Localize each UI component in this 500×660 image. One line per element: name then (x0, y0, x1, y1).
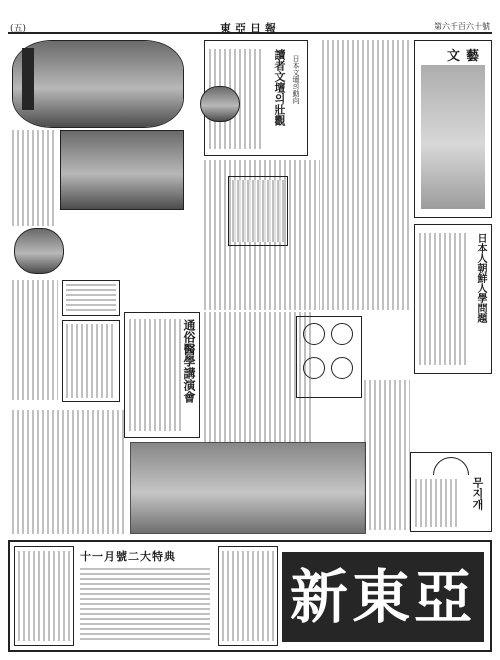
lecture-title: 通俗醫學講演會 (182, 319, 196, 403)
culture-section-title: 文藝 (446, 49, 485, 64)
banner-title: 新東亞 (282, 552, 484, 642)
banner-special-title: 十一月號二大特典 (80, 550, 176, 563)
bottom-left-text (12, 410, 124, 534)
rainbow-icon (433, 457, 469, 475)
issue-number: 第六千百六十號 (434, 22, 490, 31)
left-mid-box (62, 320, 120, 402)
bottom-illustration (130, 442, 366, 534)
banner-left-ad (14, 546, 74, 646)
page-number: (五) (10, 24, 27, 34)
left-ad-box (62, 280, 120, 316)
essay-subtitle: 日本文壇의動向 (292, 55, 300, 104)
flower-illustration (421, 65, 485, 209)
clock-panel (296, 316, 362, 398)
rainbow-box (410, 452, 492, 532)
banner-special-lines (80, 568, 210, 640)
culture-box (414, 40, 492, 218)
left-lower-column (12, 280, 58, 400)
essay-title: 讀者文壇의壯觀 (273, 49, 286, 126)
landscape-photo (13, 41, 183, 127)
sidebar-article-box (414, 224, 492, 374)
center-small-headline (228, 176, 288, 246)
masthead-title: 東亞日報 (220, 22, 280, 35)
left-photo-caption (22, 48, 34, 110)
bottom-banner (8, 540, 492, 652)
mid-right-text (322, 40, 412, 310)
lecture-ad (124, 312, 200, 438)
ship-photo (60, 130, 184, 210)
teacup-illustration (200, 86, 240, 122)
left-photo-panel (12, 40, 184, 128)
small-photo (14, 228, 64, 274)
right-lower-text (364, 380, 410, 530)
rainbow-title: 무지개 (471, 477, 484, 510)
left-text-block (12, 130, 56, 226)
masthead-bar (8, 20, 492, 34)
sidebar-article-title: 日本人朝鮮人學問題 (475, 233, 486, 323)
banner-publisher-box (218, 546, 278, 646)
